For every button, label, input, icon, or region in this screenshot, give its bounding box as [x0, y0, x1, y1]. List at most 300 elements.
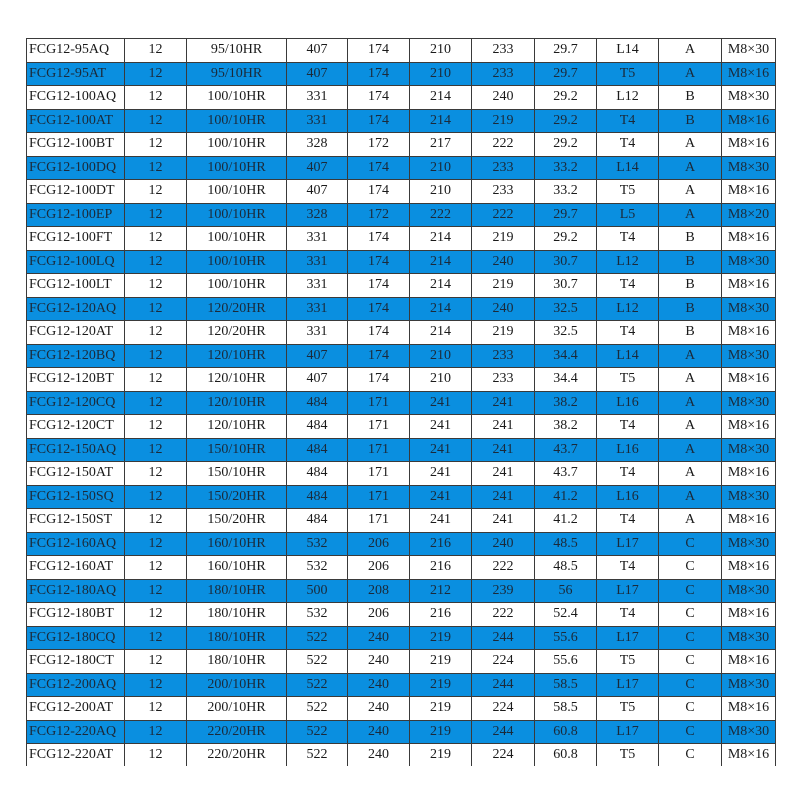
- total-height-cell: 233: [472, 368, 535, 392]
- voltage-cell: 12: [125, 532, 187, 556]
- weight-cell: 29.2: [535, 133, 597, 157]
- width-cell: 240: [348, 744, 410, 767]
- height-cell: 216: [410, 603, 472, 627]
- table-row: [27, 86, 776, 110]
- weight-cell: 38.2: [535, 415, 597, 439]
- total-height-cell: 241: [472, 509, 535, 533]
- model-cell: FCG12-120BQ: [27, 344, 125, 368]
- total-height-cell: 239: [472, 579, 535, 603]
- layout-cell: B: [659, 297, 722, 321]
- voltage-cell: 12: [125, 462, 187, 486]
- length-cell: 532: [287, 603, 348, 627]
- width-cell: 174: [348, 321, 410, 345]
- capacity-cell: 100/10HR: [187, 227, 287, 251]
- bolt-cell: M8×16: [722, 227, 776, 251]
- capacity-cell: 100/10HR: [187, 203, 287, 227]
- layout-cell: C: [659, 744, 722, 767]
- table-row: [27, 509, 776, 533]
- weight-cell: 29.2: [535, 86, 597, 110]
- bolt-cell: M8×16: [722, 462, 776, 486]
- terminal-cell: T5: [597, 62, 659, 86]
- width-cell: 174: [348, 39, 410, 63]
- width-cell: 240: [348, 626, 410, 650]
- width-cell: 172: [348, 133, 410, 157]
- table-row: [27, 227, 776, 251]
- width-cell: 171: [348, 462, 410, 486]
- layout-cell: A: [659, 462, 722, 486]
- capacity-cell: 100/10HR: [187, 109, 287, 133]
- capacity-cell: 100/10HR: [187, 86, 287, 110]
- model-cell: FCG12-180CT: [27, 650, 125, 674]
- height-cell: 241: [410, 415, 472, 439]
- model-cell: FCG12-180CQ: [27, 626, 125, 650]
- length-cell: 407: [287, 156, 348, 180]
- layout-cell: C: [659, 626, 722, 650]
- bolt-cell: M8×16: [722, 697, 776, 721]
- spec-sheet: [26, 38, 775, 766]
- width-cell: 240: [348, 697, 410, 721]
- table-row: [27, 344, 776, 368]
- terminal-cell: T4: [597, 133, 659, 157]
- layout-cell: A: [659, 156, 722, 180]
- total-height-cell: 233: [472, 39, 535, 63]
- voltage-cell: 12: [125, 438, 187, 462]
- model-cell: FCG12-120AQ: [27, 297, 125, 321]
- length-cell: 407: [287, 62, 348, 86]
- height-cell: 210: [410, 156, 472, 180]
- layout-cell: A: [659, 62, 722, 86]
- voltage-cell: 12: [125, 579, 187, 603]
- table-row: [27, 274, 776, 298]
- table-row: [27, 180, 776, 204]
- total-height-cell: 219: [472, 109, 535, 133]
- capacity-cell: 150/10HR: [187, 462, 287, 486]
- height-cell: 214: [410, 86, 472, 110]
- weight-cell: 34.4: [535, 368, 597, 392]
- voltage-cell: 12: [125, 86, 187, 110]
- layout-cell: A: [659, 344, 722, 368]
- layout-cell: C: [659, 697, 722, 721]
- height-cell: 241: [410, 438, 472, 462]
- layout-cell: B: [659, 250, 722, 274]
- total-height-cell: 241: [472, 391, 535, 415]
- layout-cell: C: [659, 556, 722, 580]
- total-height-cell: 224: [472, 697, 535, 721]
- capacity-cell: 100/10HR: [187, 180, 287, 204]
- bolt-cell: M8×16: [722, 744, 776, 767]
- capacity-cell: 95/10HR: [187, 62, 287, 86]
- capacity-cell: 120/10HR: [187, 368, 287, 392]
- terminal-cell: T4: [597, 556, 659, 580]
- length-cell: 328: [287, 203, 348, 227]
- terminal-cell: L12: [597, 250, 659, 274]
- weight-cell: 43.7: [535, 438, 597, 462]
- width-cell: 171: [348, 391, 410, 415]
- height-cell: 210: [410, 39, 472, 63]
- model-cell: FCG12-120BT: [27, 368, 125, 392]
- weight-cell: 43.7: [535, 462, 597, 486]
- total-height-cell: 244: [472, 626, 535, 650]
- layout-cell: B: [659, 227, 722, 251]
- height-cell: 241: [410, 391, 472, 415]
- weight-cell: 55.6: [535, 626, 597, 650]
- layout-cell: A: [659, 391, 722, 415]
- terminal-cell: L17: [597, 579, 659, 603]
- capacity-cell: 200/10HR: [187, 673, 287, 697]
- voltage-cell: 12: [125, 626, 187, 650]
- terminal-cell: L12: [597, 86, 659, 110]
- width-cell: 208: [348, 579, 410, 603]
- voltage-cell: 12: [125, 250, 187, 274]
- height-cell: 219: [410, 744, 472, 767]
- layout-cell: C: [659, 603, 722, 627]
- terminal-cell: L14: [597, 344, 659, 368]
- capacity-cell: 150/10HR: [187, 438, 287, 462]
- width-cell: 174: [348, 156, 410, 180]
- width-cell: 240: [348, 650, 410, 674]
- capacity-cell: 120/10HR: [187, 415, 287, 439]
- weight-cell: 29.2: [535, 109, 597, 133]
- table-row: [27, 156, 776, 180]
- height-cell: 214: [410, 321, 472, 345]
- weight-cell: 48.5: [535, 532, 597, 556]
- model-cell: FCG12-160AT: [27, 556, 125, 580]
- terminal-cell: L16: [597, 438, 659, 462]
- weight-cell: 48.5: [535, 556, 597, 580]
- voltage-cell: 12: [125, 109, 187, 133]
- table-row: [27, 250, 776, 274]
- bolt-cell: M8×30: [722, 579, 776, 603]
- total-height-cell: 240: [472, 297, 535, 321]
- voltage-cell: 12: [125, 203, 187, 227]
- table-row: [27, 673, 776, 697]
- model-cell: FCG12-100DQ: [27, 156, 125, 180]
- bolt-cell: M8×16: [722, 274, 776, 298]
- height-cell: 241: [410, 462, 472, 486]
- table-row: [27, 133, 776, 157]
- voltage-cell: 12: [125, 368, 187, 392]
- model-cell: FCG12-150AT: [27, 462, 125, 486]
- weight-cell: 29.2: [535, 227, 597, 251]
- height-cell: 212: [410, 579, 472, 603]
- bolt-cell: M8×16: [722, 509, 776, 533]
- capacity-cell: 220/20HR: [187, 720, 287, 744]
- weight-cell: 55.6: [535, 650, 597, 674]
- bolt-cell: M8×30: [722, 39, 776, 63]
- total-height-cell: 240: [472, 86, 535, 110]
- model-cell: FCG12-150AQ: [27, 438, 125, 462]
- bolt-cell: M8×30: [722, 86, 776, 110]
- layout-cell: A: [659, 39, 722, 63]
- capacity-cell: 220/20HR: [187, 744, 287, 767]
- model-cell: FCG12-95AT: [27, 62, 125, 86]
- length-cell: 331: [287, 86, 348, 110]
- terminal-cell: T4: [597, 321, 659, 345]
- layout-cell: B: [659, 274, 722, 298]
- model-cell: FCG12-160AQ: [27, 532, 125, 556]
- width-cell: 171: [348, 438, 410, 462]
- terminal-cell: L16: [597, 391, 659, 415]
- length-cell: 484: [287, 509, 348, 533]
- total-height-cell: 224: [472, 744, 535, 767]
- width-cell: 174: [348, 297, 410, 321]
- model-cell: FCG12-120CQ: [27, 391, 125, 415]
- width-cell: 206: [348, 532, 410, 556]
- total-height-cell: 233: [472, 156, 535, 180]
- voltage-cell: 12: [125, 180, 187, 204]
- height-cell: 210: [410, 368, 472, 392]
- bolt-cell: M8×30: [722, 532, 776, 556]
- length-cell: 407: [287, 180, 348, 204]
- width-cell: 174: [348, 250, 410, 274]
- bolt-cell: M8×16: [722, 368, 776, 392]
- length-cell: 532: [287, 532, 348, 556]
- width-cell: 174: [348, 109, 410, 133]
- height-cell: 241: [410, 509, 472, 533]
- weight-cell: 32.5: [535, 321, 597, 345]
- terminal-cell: L12: [597, 297, 659, 321]
- terminal-cell: T4: [597, 462, 659, 486]
- terminal-cell: T4: [597, 227, 659, 251]
- voltage-cell: 12: [125, 297, 187, 321]
- table-row: [27, 438, 776, 462]
- weight-cell: 41.2: [535, 485, 597, 509]
- model-cell: FCG12-100EP: [27, 203, 125, 227]
- total-height-cell: 244: [472, 673, 535, 697]
- voltage-cell: 12: [125, 603, 187, 627]
- voltage-cell: 12: [125, 274, 187, 298]
- width-cell: 171: [348, 415, 410, 439]
- weight-cell: 38.2: [535, 391, 597, 415]
- layout-cell: C: [659, 720, 722, 744]
- length-cell: 484: [287, 438, 348, 462]
- terminal-cell: T5: [597, 650, 659, 674]
- model-cell: FCG12-200AT: [27, 697, 125, 721]
- table-row: [27, 697, 776, 721]
- voltage-cell: 12: [125, 344, 187, 368]
- layout-cell: A: [659, 368, 722, 392]
- terminal-cell: L5: [597, 203, 659, 227]
- voltage-cell: 12: [125, 744, 187, 767]
- length-cell: 522: [287, 697, 348, 721]
- height-cell: 222: [410, 203, 472, 227]
- capacity-cell: 180/10HR: [187, 626, 287, 650]
- width-cell: 174: [348, 227, 410, 251]
- layout-cell: A: [659, 180, 722, 204]
- table-row: [27, 532, 776, 556]
- table-row: [27, 556, 776, 580]
- width-cell: 172: [348, 203, 410, 227]
- voltage-cell: 12: [125, 485, 187, 509]
- height-cell: 216: [410, 532, 472, 556]
- layout-cell: A: [659, 485, 722, 509]
- length-cell: 522: [287, 673, 348, 697]
- weight-cell: 58.5: [535, 673, 597, 697]
- capacity-cell: 100/10HR: [187, 274, 287, 298]
- width-cell: 171: [348, 485, 410, 509]
- height-cell: 214: [410, 274, 472, 298]
- bolt-cell: M8×16: [722, 62, 776, 86]
- model-cell: FCG12-100FT: [27, 227, 125, 251]
- terminal-cell: L17: [597, 626, 659, 650]
- height-cell: 216: [410, 556, 472, 580]
- length-cell: 331: [287, 321, 348, 345]
- model-cell: FCG12-100LT: [27, 274, 125, 298]
- table-row: [27, 626, 776, 650]
- layout-cell: A: [659, 415, 722, 439]
- total-height-cell: 240: [472, 250, 535, 274]
- table-row: [27, 391, 776, 415]
- weight-cell: 30.7: [535, 274, 597, 298]
- table-row: [27, 462, 776, 486]
- length-cell: 331: [287, 297, 348, 321]
- capacity-cell: 95/10HR: [187, 39, 287, 63]
- terminal-cell: T5: [597, 368, 659, 392]
- length-cell: 331: [287, 250, 348, 274]
- layout-cell: B: [659, 321, 722, 345]
- bolt-cell: M8×16: [722, 109, 776, 133]
- terminal-cell: T4: [597, 509, 659, 533]
- layout-cell: A: [659, 509, 722, 533]
- length-cell: 407: [287, 39, 348, 63]
- weight-cell: 34.4: [535, 344, 597, 368]
- weight-cell: 60.8: [535, 720, 597, 744]
- height-cell: 214: [410, 227, 472, 251]
- model-cell: FCG12-100BT: [27, 133, 125, 157]
- table-row: [27, 744, 776, 767]
- length-cell: 532: [287, 556, 348, 580]
- length-cell: 522: [287, 626, 348, 650]
- bolt-cell: M8×16: [722, 180, 776, 204]
- width-cell: 171: [348, 509, 410, 533]
- total-height-cell: 241: [472, 438, 535, 462]
- model-cell: FCG12-200AQ: [27, 673, 125, 697]
- table-row: [27, 62, 776, 86]
- height-cell: 214: [410, 297, 472, 321]
- model-cell: FCG12-120AT: [27, 321, 125, 345]
- total-height-cell: 241: [472, 462, 535, 486]
- length-cell: 331: [287, 109, 348, 133]
- model-cell: FCG12-180AQ: [27, 579, 125, 603]
- capacity-cell: 100/10HR: [187, 156, 287, 180]
- terminal-cell: T4: [597, 274, 659, 298]
- layout-cell: A: [659, 133, 722, 157]
- model-cell: FCG12-220AT: [27, 744, 125, 767]
- terminal-cell: T5: [597, 697, 659, 721]
- table-row: [27, 109, 776, 133]
- table-row: [27, 368, 776, 392]
- model-cell: FCG12-100AT: [27, 109, 125, 133]
- total-height-cell: 222: [472, 203, 535, 227]
- weight-cell: 60.8: [535, 744, 597, 767]
- bolt-cell: M8×16: [722, 556, 776, 580]
- terminal-cell: T4: [597, 415, 659, 439]
- capacity-cell: 180/10HR: [187, 650, 287, 674]
- bolt-cell: M8×30: [722, 250, 776, 274]
- height-cell: 214: [410, 109, 472, 133]
- length-cell: 484: [287, 462, 348, 486]
- voltage-cell: 12: [125, 321, 187, 345]
- weight-cell: 52.4: [535, 603, 597, 627]
- terminal-cell: L14: [597, 39, 659, 63]
- table-row: [27, 39, 776, 63]
- length-cell: 522: [287, 650, 348, 674]
- length-cell: 484: [287, 391, 348, 415]
- weight-cell: 56: [535, 579, 597, 603]
- table-row: [27, 720, 776, 744]
- total-height-cell: 222: [472, 603, 535, 627]
- model-cell: FCG12-120CT: [27, 415, 125, 439]
- terminal-cell: L17: [597, 720, 659, 744]
- layout-cell: B: [659, 86, 722, 110]
- width-cell: 174: [348, 274, 410, 298]
- weight-cell: 33.2: [535, 156, 597, 180]
- total-height-cell: 222: [472, 133, 535, 157]
- voltage-cell: 12: [125, 391, 187, 415]
- length-cell: 331: [287, 227, 348, 251]
- bolt-cell: M8×30: [722, 673, 776, 697]
- voltage-cell: 12: [125, 156, 187, 180]
- bolt-cell: M8×30: [722, 720, 776, 744]
- bolt-cell: M8×16: [722, 133, 776, 157]
- height-cell: 217: [410, 133, 472, 157]
- weight-cell: 32.5: [535, 297, 597, 321]
- total-height-cell: 219: [472, 227, 535, 251]
- total-height-cell: 222: [472, 556, 535, 580]
- length-cell: 331: [287, 274, 348, 298]
- total-height-cell: 224: [472, 650, 535, 674]
- bolt-cell: M8×30: [722, 438, 776, 462]
- total-height-cell: 241: [472, 415, 535, 439]
- total-height-cell: 244: [472, 720, 535, 744]
- model-cell: FCG12-100DT: [27, 180, 125, 204]
- table-row: [27, 603, 776, 627]
- height-cell: 210: [410, 344, 472, 368]
- capacity-cell: 100/10HR: [187, 133, 287, 157]
- bolt-cell: M8×30: [722, 156, 776, 180]
- height-cell: 219: [410, 697, 472, 721]
- bolt-cell: M8×16: [722, 650, 776, 674]
- terminal-cell: T4: [597, 109, 659, 133]
- battery-spec-table: [26, 38, 776, 766]
- terminal-cell: T4: [597, 603, 659, 627]
- height-cell: 241: [410, 485, 472, 509]
- total-height-cell: 233: [472, 344, 535, 368]
- terminal-cell: L17: [597, 673, 659, 697]
- layout-cell: C: [659, 532, 722, 556]
- bolt-cell: M8×16: [722, 603, 776, 627]
- total-height-cell: 219: [472, 274, 535, 298]
- terminal-cell: T5: [597, 744, 659, 767]
- height-cell: 219: [410, 673, 472, 697]
- capacity-cell: 150/20HR: [187, 509, 287, 533]
- capacity-cell: 200/10HR: [187, 697, 287, 721]
- capacity-cell: 120/20HR: [187, 321, 287, 345]
- width-cell: 206: [348, 556, 410, 580]
- width-cell: 206: [348, 603, 410, 627]
- weight-cell: 58.5: [535, 697, 597, 721]
- layout-cell: C: [659, 650, 722, 674]
- layout-cell: C: [659, 673, 722, 697]
- table-row: [27, 485, 776, 509]
- length-cell: 484: [287, 485, 348, 509]
- weight-cell: 29.7: [535, 62, 597, 86]
- height-cell: 210: [410, 62, 472, 86]
- model-cell: FCG12-100AQ: [27, 86, 125, 110]
- table-row: [27, 321, 776, 345]
- bolt-cell: M8×30: [722, 485, 776, 509]
- capacity-cell: 120/20HR: [187, 297, 287, 321]
